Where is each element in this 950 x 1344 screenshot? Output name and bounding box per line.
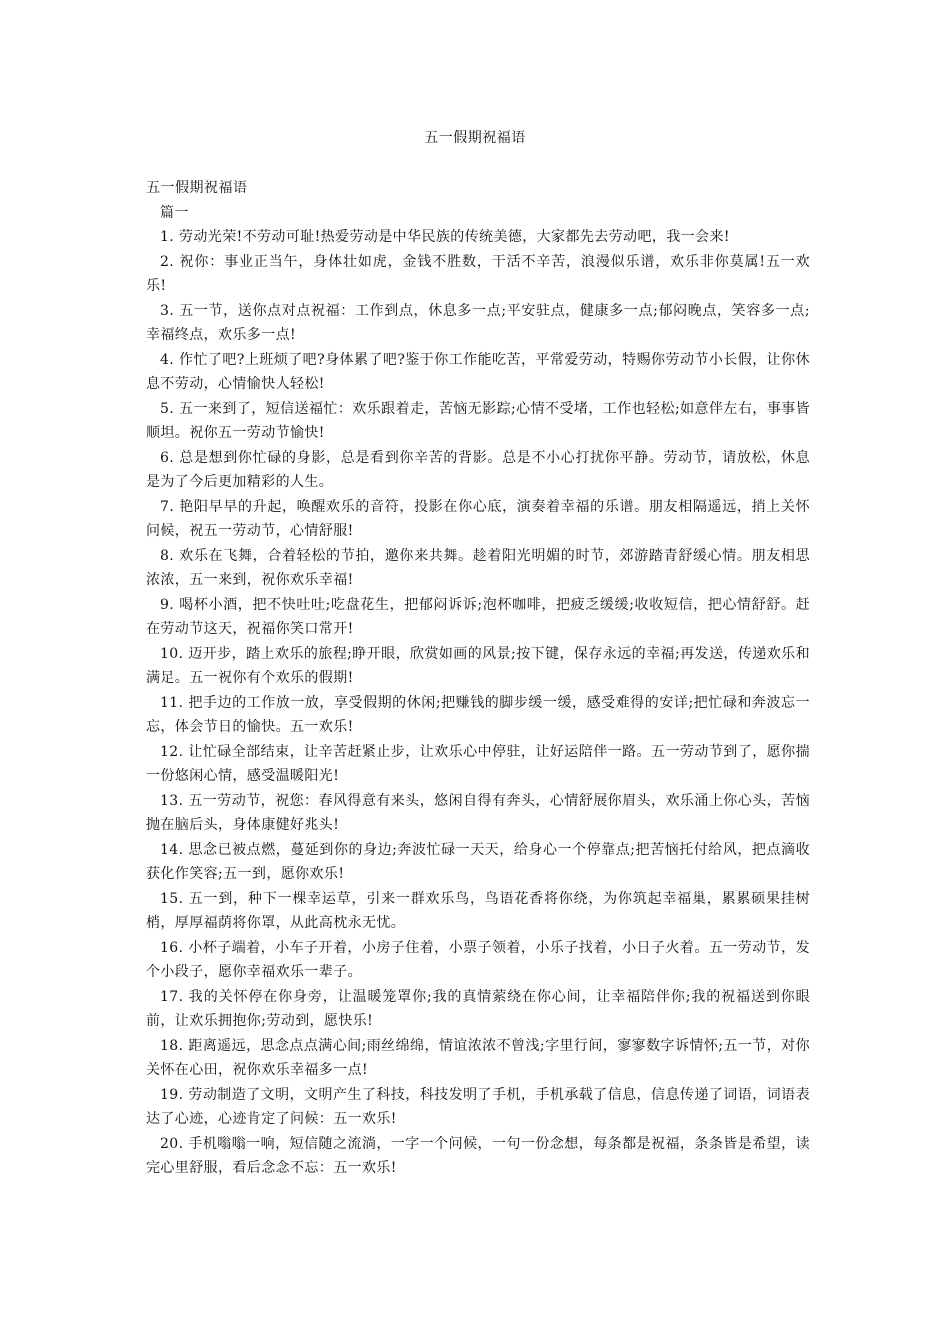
list-item: 10. 迈开步，踏上欢乐的旅程;睁开眼，欣赏如画的风景;按下键，保存永远的幸福;再发送，传递欢乐和满足。五一祝你有个欢乐的假期! <box>146 645 810 686</box>
list-item: 1. 劳动光荣!不劳动可耻!热爱劳动是中华民族的传统美德，大家都先去劳动吧，我一会来! <box>160 229 730 245</box>
list-item: 6. 总是想到你忙碌的身影，总是看到你辛苦的背影。总是不小心打扰你平静。劳动节，请放松，休息是为了今后更加精彩的人生。 <box>146 449 810 490</box>
document-subtitle: 五一假期祝福语 <box>146 180 248 196</box>
list-item: 13. 五一劳动节，祝您：春风得意有来头，悠闲自得有奔头，心情舒展你眉头，欢乐涌上你心头，苦恼抛在脑后头，身体康健好兆头! <box>146 792 810 833</box>
document-body <box>146 176 810 1181</box>
list-item: 3. 五一节，送你点对点祝福：工作到点，休息多一点;平安驻点，健康多一点;郁闷晚点，笑容多一点;幸福终点，欢乐多一点! <box>146 302 810 343</box>
list-item: 20. 手机嗡嗡一响，短信随之流淌，一字一个问候，一句一份念想，每条都是祝福，条条皆是希望，读完心里舒服，看后念念不忘：五一欢乐! <box>146 1135 810 1176</box>
list-item: 11. 把手边的工作放一放，享受假期的休闲;把赚钱的脚步缓一缓，感受难得的安详;把忙碌和奔波忘一忘，体会节日的愉快。五一欢乐! <box>146 694 810 735</box>
list-item: 19. 劳动制造了文明，文明产生了科技，科技发明了手机，手机承载了信息，信息传递了词语，词语表达了心迹，心迹肯定了问候：五一欢乐! <box>146 1086 810 1127</box>
list-item: 12. 让忙碌全部结束，让辛苦赶紧止步，让欢乐心中停驻，让好运陪伴一路。五一劳动节到了，愿你揣一份悠闲心情，感受温暖阳光! <box>146 743 810 784</box>
list-item: 5. 五一来到了，短信送福忙：欢乐跟着走，苦恼无影踪;心情不受堵，工作也轻松;如意伴左右，事事皆顺坦。祝你五一劳动节愉快! <box>146 400 810 441</box>
section-heading: 篇一 <box>160 204 189 221</box>
document-title: 五一假期祝福语 <box>424 130 526 146</box>
list-item: 2. 祝你：事业正当午，身体壮如虎，金钱不胜数，干活不辛苦，浪漫似乐谱，欢乐非你莫属!五一欢乐! <box>146 253 810 294</box>
list-item: 14. 思念已被点燃，蔓延到你的身边;奔波忙碌一天天，给身心一个停靠点;把苦恼托付给风，把点滴收获化作笑容;五一到，愿你欢乐! <box>146 841 810 882</box>
list-item: 16. 小杯子端着，小车子开着，小房子住着，小票子领着，小乐子找着，小日子火着。五一劳动节，发个小段子，愿你幸福欢乐一辈子。 <box>146 939 810 980</box>
list-item: 18. 距离遥远，思念点点满心间;雨丝绵绵，情谊浓浓不曾浅;字里行间，寥寥数字诉情怀;五一节，对你关怀在心田，祝你欢乐幸福多一点! <box>146 1037 810 1078</box>
list-item: 15. 五一到，种下一棵幸运草，引来一群欢乐鸟，鸟语花香将你绕，为你筑起幸福巢，累累硕果挂树梢，厚厚福荫将你罩，从此高枕永无忧。 <box>146 890 810 931</box>
list-item: 17. 我的关怀停在你身旁，让温暖笼罩你;我的真情萦绕在你心间，让幸福陪伴你;我的祝福送到你眼前，让欢乐拥抱你;劳动到，愿快乐! <box>146 988 810 1029</box>
list-item: 9. 喝杯小酒，把不快吐吐;吃盘花生，把郁闷诉诉;泡杯咖啡，把疲乏缓缓;收收短信，把心情舒舒。赶在劳动节这天，祝福你笑口常开! <box>146 596 810 637</box>
list-item: 4. 作忙了吧?上班烦了吧?身体累了吧?鉴于你工作能吃苦，平常爱劳动，特赐你劳动节小长假，让你休息不劳动，心情愉快人轻松! <box>146 351 810 392</box>
list-item: 7. 艳阳早早的升起，唤醒欢乐的音符，投影在你心底，演奏着幸福的乐谱。朋友相隔遥远，捎上关怀问候，祝五一劳动节，心情舒服! <box>146 498 810 539</box>
list-item: 8. 欢乐在飞舞，合着轻松的节拍，邀你来共舞。趁着阳光明媚的时节，郊游踏青舒缓心情。朋友相思浓浓，五一来到，祝你欢乐幸福! <box>146 547 810 588</box>
